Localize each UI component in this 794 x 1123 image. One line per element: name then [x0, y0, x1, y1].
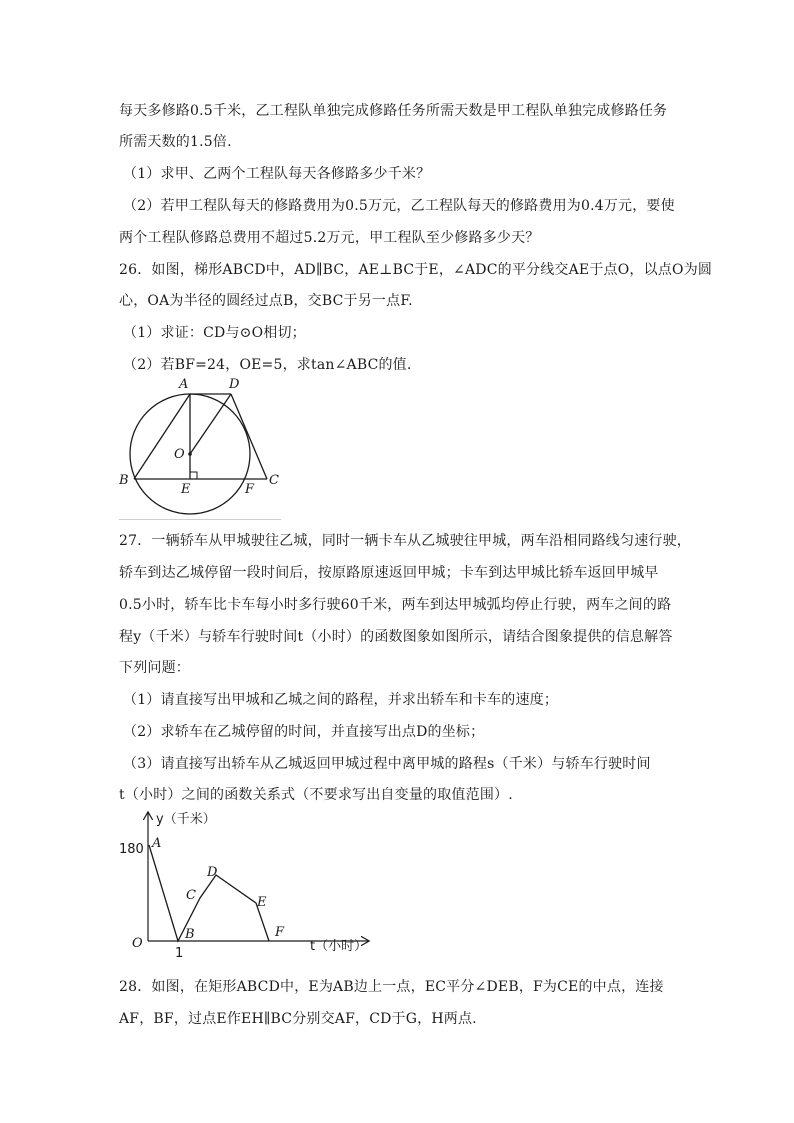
- p27-question-2: （2）求轿车在乙城停留的时间，并直接写出点D的坐标；: [123, 724, 485, 740]
- p26-label-c: C: [269, 473, 279, 488]
- p27-question-3-line-2: t（小时）之间的函数关系式（不要求写出自变量的取值范围）.: [119, 787, 513, 803]
- p27-line-3: 0.5小时，轿车比卡车每小时多行驶60千米，两车到达甲城弧均停止行驶，两车之间的路: [119, 597, 672, 613]
- p27-point-c: C: [186, 888, 196, 903]
- p27-origin-label: O: [132, 936, 143, 951]
- p27-point-f: F: [275, 925, 285, 940]
- p26-line-2: 心，OA为半径的圆经过点B，交BC于另一点F.: [119, 293, 413, 309]
- p27-line-5: 下列问题：: [119, 660, 190, 676]
- p26-label-f: F: [245, 482, 255, 497]
- p26-segment-ab: [134, 394, 190, 479]
- p26-segment-od: [190, 394, 231, 454]
- p27-y-axis-label: y（千米）: [156, 812, 216, 827]
- p27-question-1: （1）请直接写出甲城和乙城之间的路程，并求出轿车和卡车的速度；: [123, 692, 559, 708]
- p27-point-a: A: [152, 836, 162, 851]
- p27-graph-line: [149, 845, 269, 941]
- p26-line-1: 26．如图，梯形ABCD中，AD∥BC，AE⊥BC于E，∠ADC的平分线交AE于点O，以点O为圆: [119, 262, 713, 278]
- p26-label-b: B: [119, 473, 129, 488]
- p26-label-a: A: [179, 377, 189, 392]
- p26-label-e: E: [181, 482, 191, 497]
- p26-geometry-figure: [116, 374, 286, 497]
- intro-question-2-line-1: （2）若甲工程队每天的修路费用为0.5万元，乙工程队每天的修路费用为0.4万元，要使: [123, 198, 675, 214]
- p26-label-o: O: [174, 447, 185, 462]
- p27-line-2: 轿车到达乙城停留一段时间后，按原路原速返回甲城；卡车到达甲城比轿车返回甲城早: [119, 565, 659, 581]
- p28-line-1: 28．如图，在矩形ABCD中，E为AB边上一点，EC平分∠DEB，F为CE的中点，连接: [119, 979, 664, 995]
- intro-question-1: （1）求甲、乙两个工程队每天各修路多少千米？: [123, 166, 431, 182]
- section-divider: [119, 519, 281, 520]
- p27-function-graph: [116, 808, 376, 960]
- p27-question-3-line-1: （3）请直接写出轿车从乙城返回甲城过程中离甲城的路程s（千米）与轿车行驶时间: [123, 756, 651, 772]
- p26-right-angle-mark: [190, 472, 197, 479]
- p27-line-1: 27．一辆轿车从甲城驶往乙城，同时一辆卡车从乙城驶往甲城，两车沿相同路线匀速行驶，: [119, 533, 692, 549]
- p28-line-2: AF，BF，过点E作EH∥BC分别交AF，CD于G，H两点.: [119, 1011, 477, 1027]
- p26-question-2: （2）若BF=24，OE=5，求tan∠ABC的值.: [123, 357, 412, 373]
- p27-point-e: E: [257, 895, 267, 910]
- p27-point-d: D: [207, 865, 218, 880]
- p26-question-1: （1）求证：CD与⊙O相切；: [123, 325, 306, 341]
- p26-label-d: D: [229, 377, 240, 392]
- p26-center-dot: [188, 452, 192, 456]
- intro-line-2: 所需天数的1.5倍.: [119, 134, 232, 150]
- intro-question-2-line-2: 两个工程队修路总费用不超过5.2万元，甲工程队至少修路多少天？: [119, 230, 540, 246]
- p27-y-tick-180: 180: [119, 842, 144, 857]
- p27-x-axis-label: t（小时）: [310, 939, 368, 954]
- p27-line-4: 程y（千米）与轿车行驶时间t（小时）的函数图象如图所示，请结合图象提供的信息解答: [119, 629, 673, 645]
- p27-point-b: B: [185, 927, 195, 942]
- p27-x-tick-1: 1: [175, 946, 184, 961]
- intro-line-1: 每天多修路0.5千米，乙工程队单独完成修路任务所需天数是甲工程队单独完成修路任务: [119, 103, 668, 119]
